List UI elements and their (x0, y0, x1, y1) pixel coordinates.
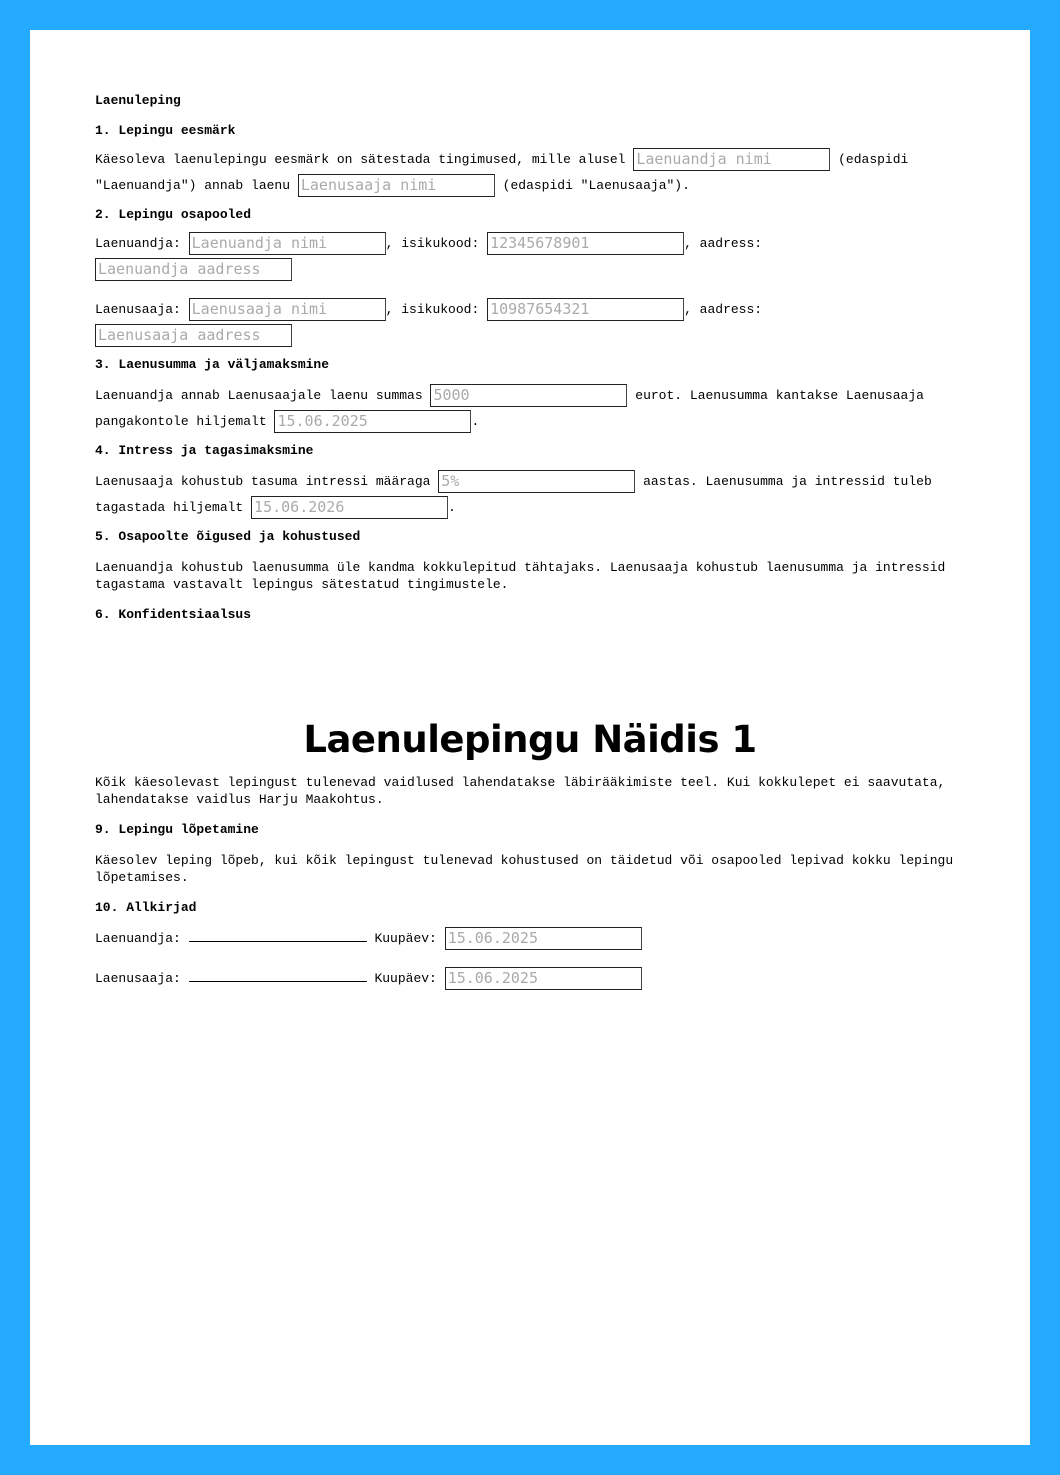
repayment-date-input[interactable]: 15.06.2026 (251, 496, 448, 519)
section-5-heading: 5. Osapoolte õigused ja kohustused (95, 529, 361, 544)
section-4-heading: 4. Intress ja tagasimaksmine (95, 443, 314, 458)
lender-name-field[interactable]: Laenuandja nimi (633, 148, 830, 171)
address-label: , aadress: (684, 236, 763, 251)
text: Laenuandja annab Laenusaajale laenu summas (95, 388, 423, 403)
borrower-label: Laenusaaja: (95, 971, 181, 986)
borrower-row (95, 297, 975, 323)
text: tagastada hiljemalt (95, 500, 244, 515)
borrower-id-input[interactable]: 10987654321 (487, 298, 684, 321)
section-9-heading: 9. Lepingu lõpetamine (95, 822, 259, 837)
section-4-line-1 (95, 469, 975, 495)
document-title: Laenuleping (95, 93, 181, 108)
lender-signature-row (95, 926, 975, 952)
text: aastas. Laenusumma ja intressid tuleb (643, 474, 932, 489)
section-2-heading: 2. Lepingu osapooled (95, 207, 252, 222)
date-label: Kuupäev: (374, 971, 437, 986)
text: . (471, 414, 480, 429)
id-label: , isikukood: (385, 236, 480, 251)
loan-amount-input[interactable]: 5000 (430, 384, 627, 407)
borrower-signature-line[interactable] (189, 967, 367, 982)
section-4-line-2 (95, 495, 975, 521)
borrower-name-input[interactable]: Laenusaaja nimi (189, 298, 386, 321)
section-1-line-1 (95, 147, 975, 173)
lender-name-input[interactable]: Laenuandja nimi (189, 232, 386, 255)
lender-id-input[interactable]: 12345678901 (487, 232, 684, 255)
overlay-title: Laenulepingu Näidis 1 (303, 718, 757, 761)
section-6-heading: 6. Konfidentsiaalsus (95, 607, 252, 622)
section-3-heading: 3. Laenusumma ja väljamaksmine (95, 357, 330, 372)
document-body (95, 93, 975, 992)
payout-date-input[interactable]: 15.06.2025 (274, 410, 471, 433)
text: Laenusaaja kohustub tasuma intressi määraga (95, 474, 431, 489)
address-label: , aadress: (684, 302, 763, 317)
section-8-text: Kõik käesolevast lepingust tulenevad vaidlused lahendatakse läbirääkimiste teel. Kui kokkulepet ei saavutata, lahendatakse vaidlus Harju Maakohtus. (95, 775, 946, 807)
borrower-address-row (95, 323, 975, 349)
section-1-heading: 1. Lepingu eesmärk (95, 123, 236, 138)
borrower-address-input[interactable]: Laenusaaja aadress (95, 324, 292, 347)
text: eurot. Laenusumma kantakse Laenusaaja (635, 388, 924, 403)
borrower-date-input[interactable]: 15.06.2025 (445, 967, 642, 990)
borrower-signature-row (95, 966, 975, 992)
section-5-text: Laenuandja kohustub laenusumma üle kandma kokkulepitud tähtajaks. Laenusaaja kohustub laenusumma ja intressid tagastama vastavalt lepingus sätestatud tingimustele. (95, 560, 946, 592)
lender-label: Laenuandja: (95, 931, 181, 946)
lender-address-row (95, 257, 975, 283)
section-3-line-1 (95, 383, 975, 409)
section-1-line-2 (95, 173, 975, 199)
lender-signature-line[interactable] (189, 927, 367, 942)
lender-row (95, 231, 975, 257)
document-page (30, 30, 1030, 1445)
section-3-line-2 (95, 409, 975, 435)
text: (edaspidi (838, 152, 909, 167)
section-9-text: Käesolev leping lõpeb, kui kõik lepingust tulenevad kohustused on täidetud või osapooled lepivad kokku lepingu lõpetamises. (95, 853, 954, 885)
text: "Laenuandja") annab laenu (95, 178, 291, 193)
text: . (448, 500, 456, 515)
text: pangakontole hiljemalt (95, 414, 267, 429)
section-10-heading: 10. Allkirjad (95, 900, 197, 915)
id-label: , isikukood: (385, 302, 480, 317)
text: Käesoleva laenulepingu eesmärk on sätestada tingimused, mille alusel (95, 152, 626, 167)
lender-address-input[interactable]: Laenuandja aadress (95, 258, 292, 281)
borrower-name-field[interactable]: Laenusaaja nimi (298, 174, 495, 197)
interest-rate-input[interactable]: 5% (438, 470, 635, 493)
lender-label: Laenuandja: (95, 236, 181, 251)
text: (edaspidi "Laenusaaja"). (502, 178, 690, 193)
lender-date-input[interactable]: 15.06.2025 (445, 927, 642, 950)
borrower-label: Laenusaaja: (95, 302, 181, 317)
date-label: Kuupäev: (374, 931, 437, 946)
